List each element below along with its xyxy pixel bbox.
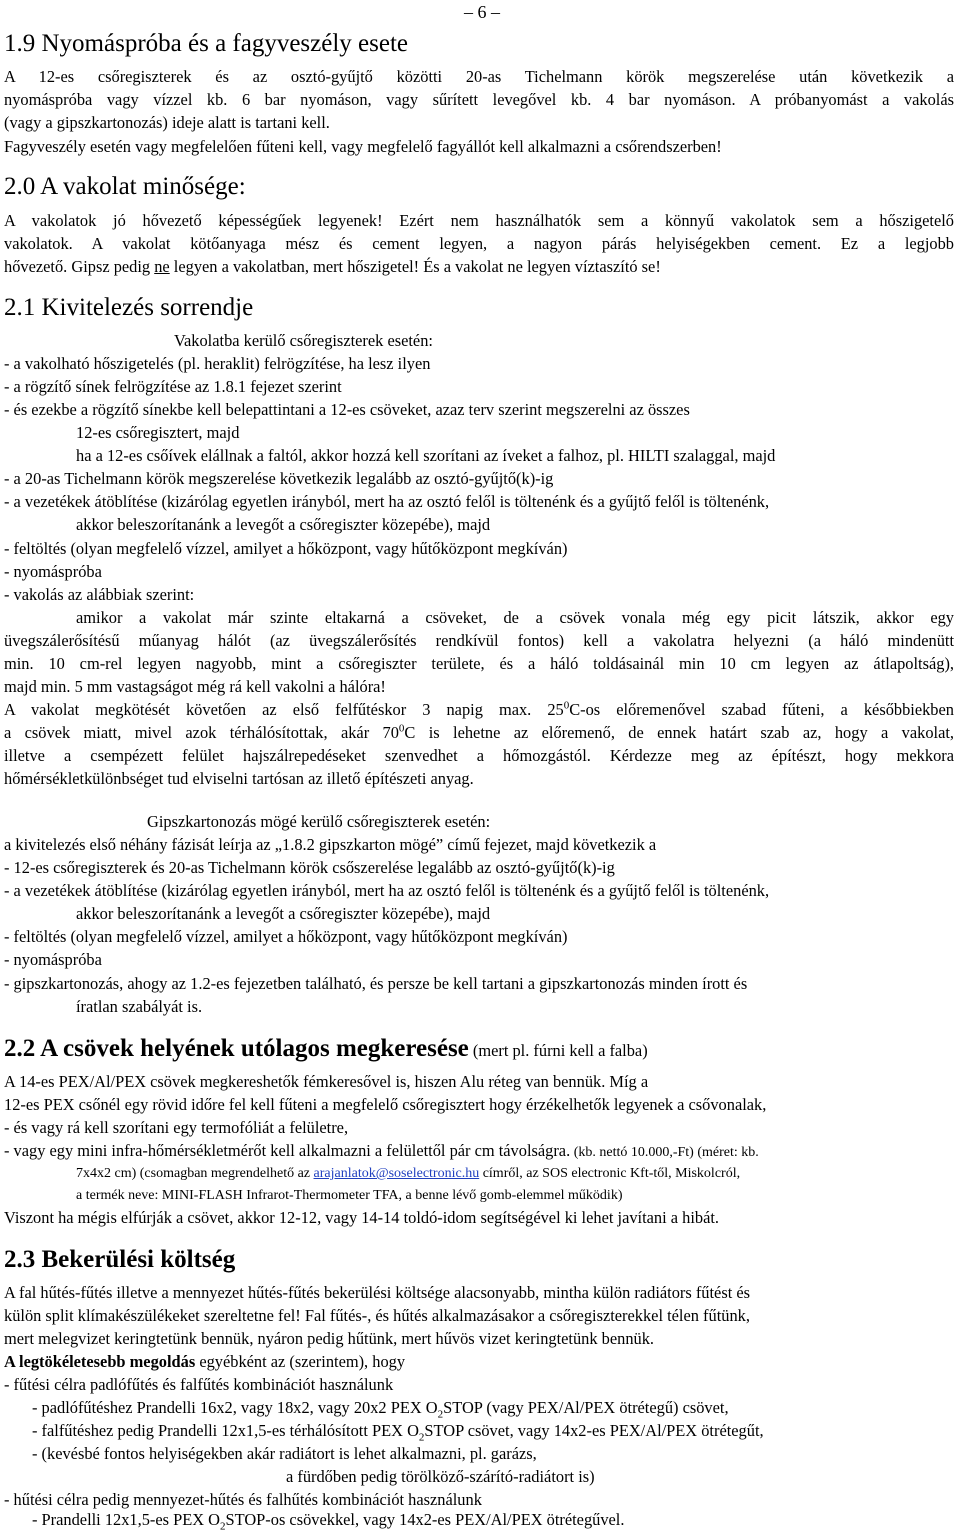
section-title-2-2 [4, 1035, 648, 1062]
list-item: - hűtési célra pedig mennyezet-hűtés és falhűtés kombinációt használunk [4, 1490, 482, 1509]
list-item-continuation: íratlan szabályát is. [76, 997, 203, 1016]
list-item: - a vezetékek átöblítése (kizárólag egyetlen irányból, mert ha az osztó felől is töltenénk és a gyűjtő felől is töltenénk, [4, 881, 770, 900]
text-span: STOP-os csövekkel, vagy 14x2-es PEX/Al/PEX ötrétegűvel. [225, 1510, 625, 1529]
list-item: - feltöltés (olyan megfelelő vízzel, amilyet a hőközpont, vagy hűtőközpont megkíván) [4, 927, 568, 946]
subscript: 2 [437, 1408, 444, 1421]
list-item: - 12-es csőregiszterek és 20-as Tichelmann körök csőszerelése legalább az osztó-gyűjtő(k)-ig [4, 858, 615, 877]
paragraph-line: a kivitelezés első néhány fázisát leírja az „1.8.2 gipszkarton mögé” című fejezet, majd következik a [4, 835, 657, 854]
list-item [32, 1510, 624, 1530]
list-item: - feltöltés (olyan megfelelő vízzel, amilyet a hőközpont, vagy hűtőközpont megkíván) [4, 539, 568, 558]
section-title-note: (mert pl. fúrni kell a falba) [468, 1041, 648, 1060]
paragraph-line: majd min. 5 mm vastagságot még rá kell vakolni a hálóra! [4, 677, 386, 696]
section-title-2-1: 2.1 Kivitelezés sorrendje [4, 294, 254, 321]
list-item: - és ezekbe a rögzítő sínekbe kell belepattintani a 12-es csöveket, azaz terv szerint megszerelni az összes [4, 400, 690, 419]
bold-text: A legtökéletesebb megoldás [4, 1352, 196, 1371]
list-item [32, 1398, 729, 1421]
section-title-text: 2.2 A csövek helyének utólagos megkeresése [4, 1035, 469, 1062]
list-item-continuation: ha a 12-es csőívek elállnak a faltól, akkor hozzá kell szorítani az íveket a falhoz, pl. HILTI szalaggal, majd [76, 446, 776, 465]
list-item: - a vezetékek átöblítése (kizárólag egyetlen irányból, mert ha az osztó felől is töltenénk és a gyűjtő felől is töltenénk, [4, 492, 770, 511]
paragraph-line [4, 700, 954, 720]
list-item: - a 20-as Tichelmann körök megszerelése következik legalább az osztó-gyűjtő(k)-ig [4, 469, 554, 488]
paragraph-line: hőmérsékletkülönbséget tud elviselni tartósan az illető építészeti anyag. [4, 769, 474, 788]
list-item: - és vagy rá kell szorítani egy termofóliát a felületre, [4, 1118, 349, 1137]
paragraph-line: A fal hűtés-fűtés illetve a mennyezet hűtés-fűtés bekerülési költsége alacsonyabb, mintha külön radiátors fűtést és [4, 1283, 750, 1302]
paragraph-line: Fagyveszély esetén vagy megfelelően fűteni kell, vagy megfelelő fagyállót kell alkalmazni a csőrendszerben! [4, 137, 722, 156]
paragraph-line: A vakolatok jó hővezető képességűek legyenek! Ezért nem használhatók sem a könnyű vakolatok sem a hőszigetelő [4, 211, 954, 230]
paragraph-line: illetve a csempézett felület hajszálrepedéseket szenvedhet a hőmozgástól. Kérdezze meg az építészt, hogy mekkora [4, 746, 954, 765]
text-span: címről, az SOS electronic Kft-től, Miskolcról, [479, 1166, 741, 1181]
list-item-continuation: a termék neve: MINI-FLASH Infrarot-Thermometer TFA, a benne lévő gomb-elemmel működik) [76, 1188, 623, 1203]
paragraph-line: mert melegvizet keringtetünk bennük, nyáron pedig hűtünk, mert hűvös vizet keringtetünk bennük. [4, 1329, 654, 1348]
list-item: - a vakolható hőszigetelés (pl. heraklit) felrögzítése, ha lesz ilyen [4, 354, 431, 373]
paragraph-line: nyomáspróba vagy vízzel kb. 6 bar nyomáson, vagy sűrített levegővel kb. 4 bar nyomáson. A próbanyomást a vakolás [4, 90, 954, 109]
paragraph-line: 12-es PEX csőnél egy rövid időre fel kell fűteni a megfelelő csőregisztert hogy érzékelhetők legyenek a csővonalak, [4, 1095, 767, 1114]
paragraph-line: (vagy a gipszkartonozás) ideje alatt is tartani kell. [4, 113, 330, 132]
text-span: a csövek miatt, mivel azok térhálósítottak, akár 70 [4, 723, 399, 742]
list-item: - gipszkartonozás, ahogy az 1.2-es fejezetben található, és persze be kell tartani a gipszkartonozás minden írott és [4, 974, 748, 993]
paragraph-line: üvegszálerősítésű műanyag hálót (az üvegszálerősítés rendkívül fontos) kell a vakolatra helyezni (a háló mindenütt [4, 631, 954, 650]
text-span: - padlófűtéshez Prandelli 16x2, vagy 18x2, vagy 20x2 PEX O [32, 1398, 438, 1417]
paragraph-line [4, 1352, 405, 1372]
list-item: - nyomáspróba [4, 950, 102, 969]
subheading: Vakolatba kerülő csőregiszterek esetén: [174, 331, 433, 350]
list-item: - vakolás az alábbiak szerint: [4, 585, 195, 604]
text-span: hővezető. Gipsz pedig [4, 257, 155, 276]
list-item: - nyomáspróba [4, 562, 102, 581]
section-title-2-0: 2.0 A vakolat minősége: [4, 173, 246, 200]
text-span: A vakolat megkötését követően az első felfűtéskor 3 napig max. 25 [4, 700, 564, 719]
list-item: - a rögzítő sínek felrögzítése az 1.8.1 fejezet szerint [4, 377, 342, 396]
page-number: – 6 – [464, 2, 500, 22]
superscript: 0 [398, 722, 405, 735]
text-span: legyen a vakolatban, mert hőszigetel! És a vakolat ne legyen víztaszító se! [169, 257, 661, 276]
underlined-word: ne [154, 257, 170, 276]
subheading: Gipszkartonozás mögé kerülő csőregiszterek esetén: [147, 812, 491, 831]
paragraph-line [4, 723, 954, 743]
list-item-continuation: 12-es csőregisztert, majd [76, 423, 240, 442]
list-item-continuation: a fürdőben pedig törölköző-szárító-radiátort is) [286, 1467, 595, 1486]
subscript: 2 [418, 1431, 425, 1444]
list-item: - fűtési célra padlófűtés és falfűtés kombinációt használunk [4, 1375, 394, 1394]
paragraph-line: amikor a vakolat már szinte eltakarná a csöveket, de a csövek vonala még egy picit látszik, akkor egy [76, 608, 954, 627]
text-span: - falfűtéshez pedig Prandelli 12x1,5-es térhálósított PEX O [32, 1421, 419, 1440]
section-title-1-9: 1.9 Nyomáspróba és a fagyveszély esete [4, 30, 409, 57]
subscript: 2 [220, 1520, 226, 1532]
section-title-2-3: 2.3 Bekerülési költség [4, 1246, 236, 1273]
email-link[interactable]: arajanlatok@soselectronic.hu [313, 1166, 480, 1181]
text-span: egyébként az (szerintem), hogy [195, 1352, 406, 1371]
text-span: 7x4x2 cm) (csomagban megrendelhető az [76, 1166, 314, 1181]
list-item-continuation [76, 1164, 740, 1184]
paragraph-line: min. 10 cm-rel legyen nagyobb, mint a csőregiszter területe, és a háló toldásainál min 10 cm legyen az átlapoltság), [4, 654, 954, 673]
paragraph-line [4, 257, 661, 277]
text-span-small: (kb. nettó 10.000,-Ft) (méret: kb. [570, 1145, 759, 1160]
text-span: C is lehetne az előremenő, de ennek határt szab az, hogy a vakolat, [404, 723, 955, 742]
text-span: - Prandelli 12x1,5-es PEX O [32, 1510, 221, 1529]
text-span: STOP csövet, vagy 14x2-es PEX/Al/PEX ötrétegűt, [424, 1421, 764, 1440]
paragraph-line: vakolatok. A vakolat kötőanyaga mész és cement legyen, a nagyon párás helyiségekben cement. Ez a legjobb [4, 234, 954, 253]
list-item [4, 1141, 759, 1163]
list-item [32, 1421, 764, 1444]
list-item-continuation: akkor beleszorítanánk a levegőt a csőregiszter közepébe), majd [76, 904, 491, 923]
text-span: - vagy egy mini infra-hőmérsékletmérőt kell alkalmazni a felülettől pár cm távolságra. [4, 1141, 571, 1160]
paragraph-line: Viszont ha mégis elfúrják a csövet, akkor 12-12, vagy 14-14 toldó-idom segítségével ki lehet javítani a hibát. [4, 1208, 720, 1227]
list-item-continuation: akkor beleszorítanánk a levegőt a csőregiszter közepébe), majd [76, 515, 491, 534]
paragraph-line: külön split klímakészülékeket szereltetne fel! Fal fűtés-, és hűtés alkalmazásakor a csőregiszterekkel télen fűtünk, [4, 1306, 750, 1325]
paragraph-line: A 12-es csőregiszterek és az osztó-gyűjtő közötti 20-as Tichelmann körök megszerelése után következik a [4, 67, 954, 86]
paragraph-line: A 14-es PEX/Al/PEX csövek megkereshetők fémkeresővel is, hiszen Alu réteg van bennük. Míg a [4, 1072, 649, 1091]
superscript: 0 [563, 699, 570, 712]
text-span: STOP (vagy PEX/Al/PEX ötrétegű) csövet, [443, 1398, 729, 1417]
list-item: - (kevésbé fontos helyiségekben akár radiátort is lehet alkalmazni, pl. garázs, [32, 1444, 537, 1463]
text-span: C-os előremenővel szabad fűteni, a későbbiekben [569, 700, 954, 719]
